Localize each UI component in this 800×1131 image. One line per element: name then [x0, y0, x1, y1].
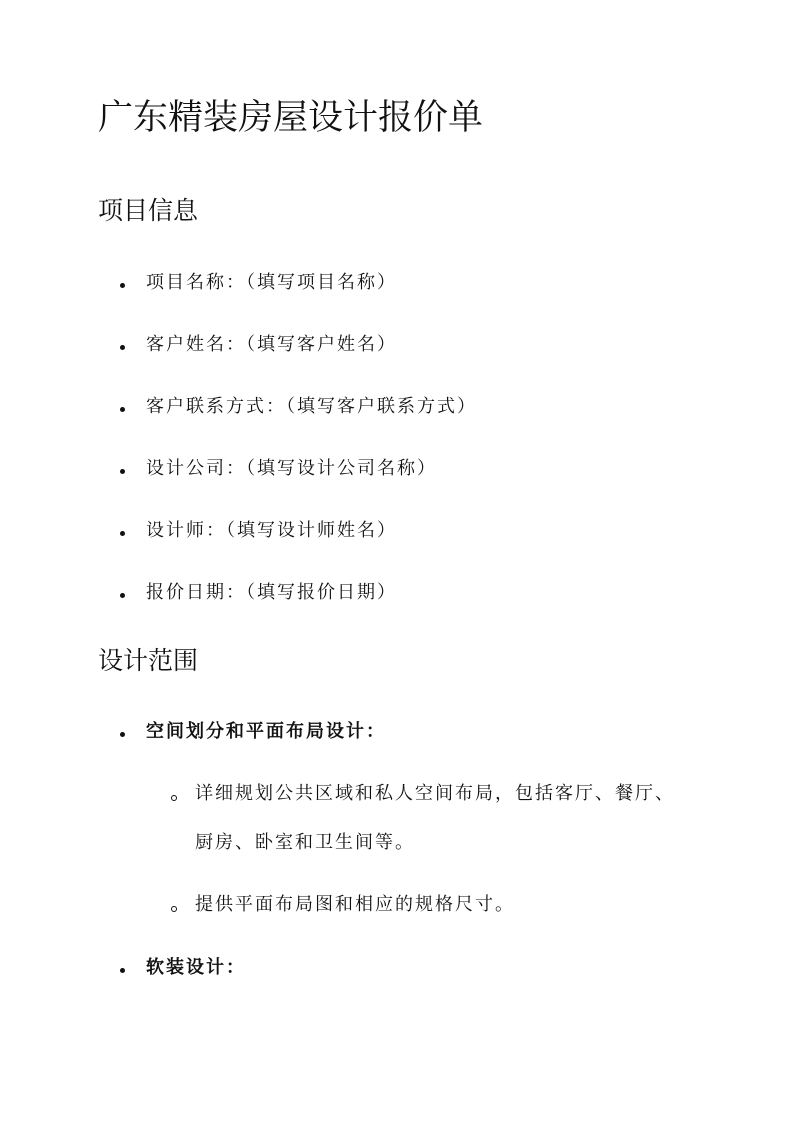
- list-item-designer: 设计师：（填写设计师姓名）: [146, 520, 397, 541]
- section-heading-project-info: 项目信息: [98, 196, 199, 225]
- bullet-icon: [120, 345, 125, 350]
- section-heading-design-scope: 设计范围: [98, 646, 199, 675]
- sub-list-item-floor-plan: 提供平面布局图和相应的规格尺寸。: [195, 894, 515, 915]
- bullet-icon: [120, 593, 125, 598]
- list-item-soft-furnishing: 软装设计：: [146, 957, 246, 978]
- list-item-client-name: 客户姓名：（填写客户姓名）: [146, 334, 397, 355]
- list-item-quote-date: 报价日期：（填写报价日期）: [146, 582, 397, 603]
- bullet-icon: [120, 283, 125, 288]
- list-item-space-layout: 空间划分和平面布局设计：: [146, 721, 386, 742]
- sub-list-item-layout-detail-line1: 详细规划公共区域和私人空间布局，包括客厅、餐厅、: [195, 783, 675, 804]
- list-item-design-company: 设计公司：（填写设计公司名称）: [146, 458, 437, 479]
- document-title: 广东精装房屋设计报价单: [98, 98, 484, 138]
- bullet-icon: [120, 469, 125, 474]
- sub-bullet-icon: [171, 795, 177, 801]
- sub-bullet-icon: [171, 906, 177, 912]
- sub-list-item-layout-detail-line2: 厨房、卧室和卫生间等。: [195, 832, 415, 853]
- list-item-project-name: 项目名称：（填写项目名称）: [146, 272, 397, 293]
- bullet-icon: [120, 531, 125, 536]
- list-item-client-contact: 客户联系方式：（填写客户联系方式）: [146, 396, 477, 417]
- bullet-icon: [120, 968, 125, 973]
- bullet-icon: [120, 732, 125, 737]
- bullet-icon: [120, 407, 125, 412]
